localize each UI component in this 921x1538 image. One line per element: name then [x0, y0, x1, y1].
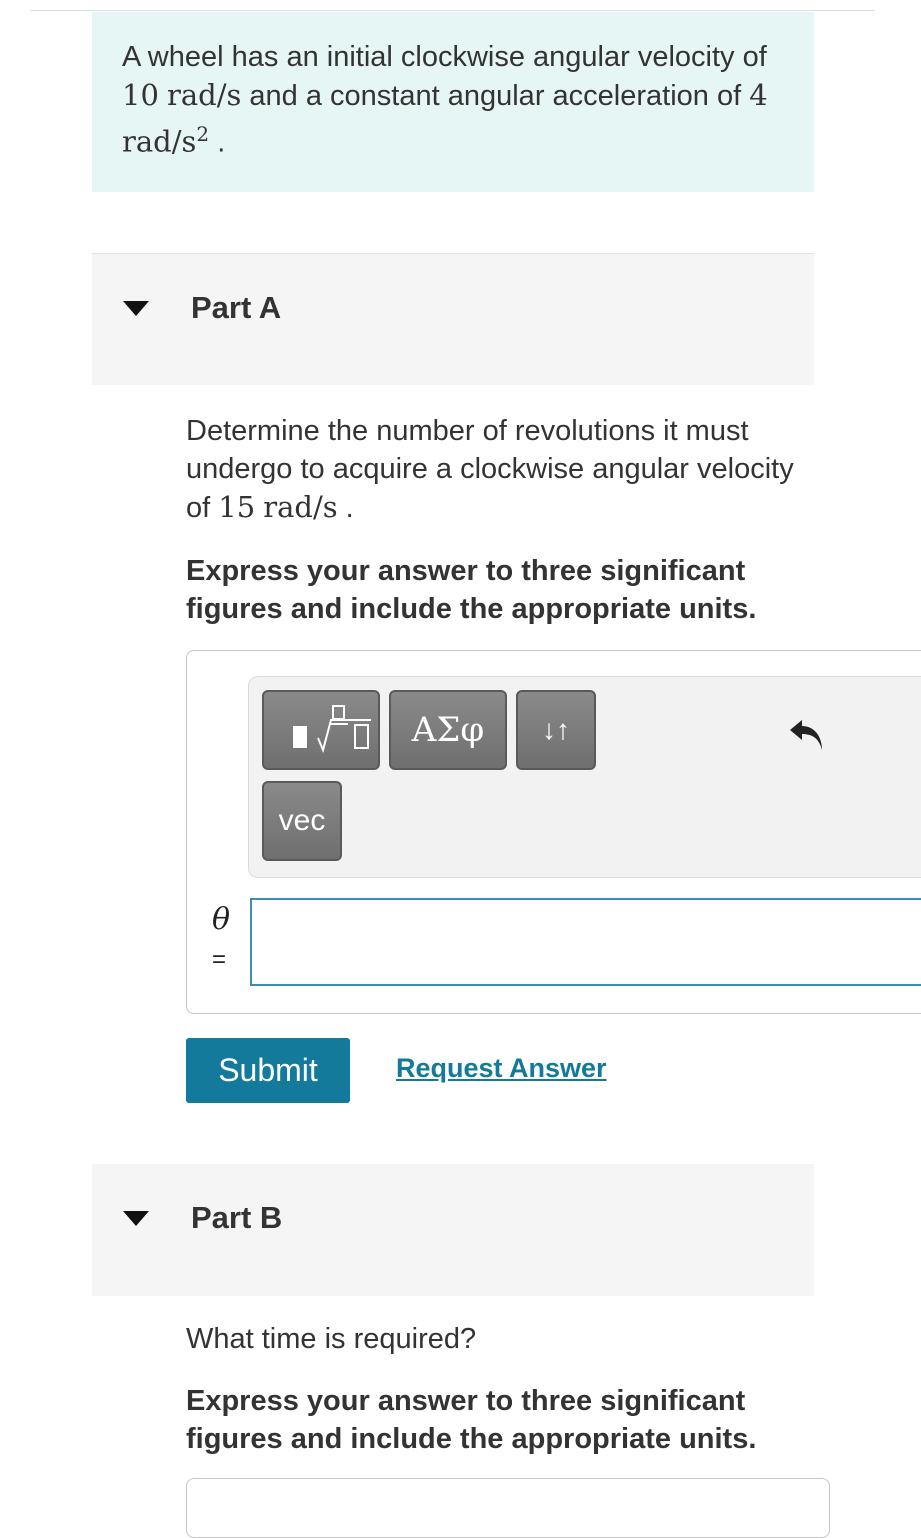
target-velocity-value: 15 — [218, 490, 256, 524]
greek-symbols-label: ΑΣφ — [411, 710, 485, 750]
arrows-button[interactable] — [516, 690, 596, 770]
vec-label: vec — [278, 804, 326, 837]
s-squared-exponent: 2 — [196, 122, 210, 146]
greek-symbols-button[interactable] — [389, 690, 507, 770]
s-unit-2: s — [181, 124, 197, 159]
submit-button[interactable] — [186, 1038, 350, 1103]
problem-statement — [92, 12, 814, 192]
templates-icon — [271, 700, 371, 760]
unit-slash-2: / — [171, 124, 182, 159]
problem-end: . — [217, 126, 226, 159]
templates-button[interactable] — [262, 690, 380, 770]
collapse-triangle-icon[interactable] — [123, 1211, 149, 1226]
part-a-answer-input[interactable] — [250, 898, 921, 986]
initial-velocity-value: 10 — [122, 78, 159, 112]
part-b-instruction: Express your answer to three significant figures and include the appropriate units. — [186, 1385, 757, 1455]
target-unit-slash: / — [312, 490, 323, 524]
request-answer-link[interactable]: Request Answer — [396, 1053, 607, 1083]
rad-unit-2: rad — [122, 124, 172, 159]
equals-sign: = — [212, 946, 227, 973]
collapse-triangle-icon[interactable] — [123, 301, 149, 316]
undo-icon[interactable] — [788, 714, 828, 754]
part-b-header[interactable] — [92, 1164, 814, 1296]
problem-text-1: A wheel has an initial clockwise angular velocity of — [122, 41, 767, 73]
s-unit: s — [226, 78, 242, 112]
part-b-label: Part B — [191, 1200, 283, 1235]
target-rad-unit: rad — [263, 490, 313, 524]
part-b-question: What time is required? — [186, 1323, 477, 1355]
acceleration-value: 4 — [749, 78, 768, 112]
problem-text-2: and a constant angular acceleration of — [241, 80, 750, 112]
part-a-question — [186, 412, 806, 527]
part-a-header[interactable] — [92, 253, 814, 385]
vec-button[interactable] — [262, 781, 342, 861]
part-a-label: Part A — [191, 290, 282, 325]
rad-unit: rad — [166, 78, 217, 112]
part-a-instruction: Express your answer to three significant figures and include the appropriate units. — [186, 555, 757, 625]
target-s-unit: s — [322, 490, 338, 524]
part-a-question-end: . — [345, 492, 354, 524]
top-divider — [30, 10, 875, 11]
arrows-label: ↓↑ — [542, 714, 570, 745]
unit-slash: / — [216, 78, 227, 112]
theta-variable-label: θ — [212, 902, 231, 937]
submit-button-label: Submit — [218, 1052, 318, 1088]
part-a-question-text: Determine the number of revolutions it must undergo to acquire a clockwise angular velocity of — [186, 415, 794, 524]
part-b-answer-box — [186, 1478, 830, 1538]
